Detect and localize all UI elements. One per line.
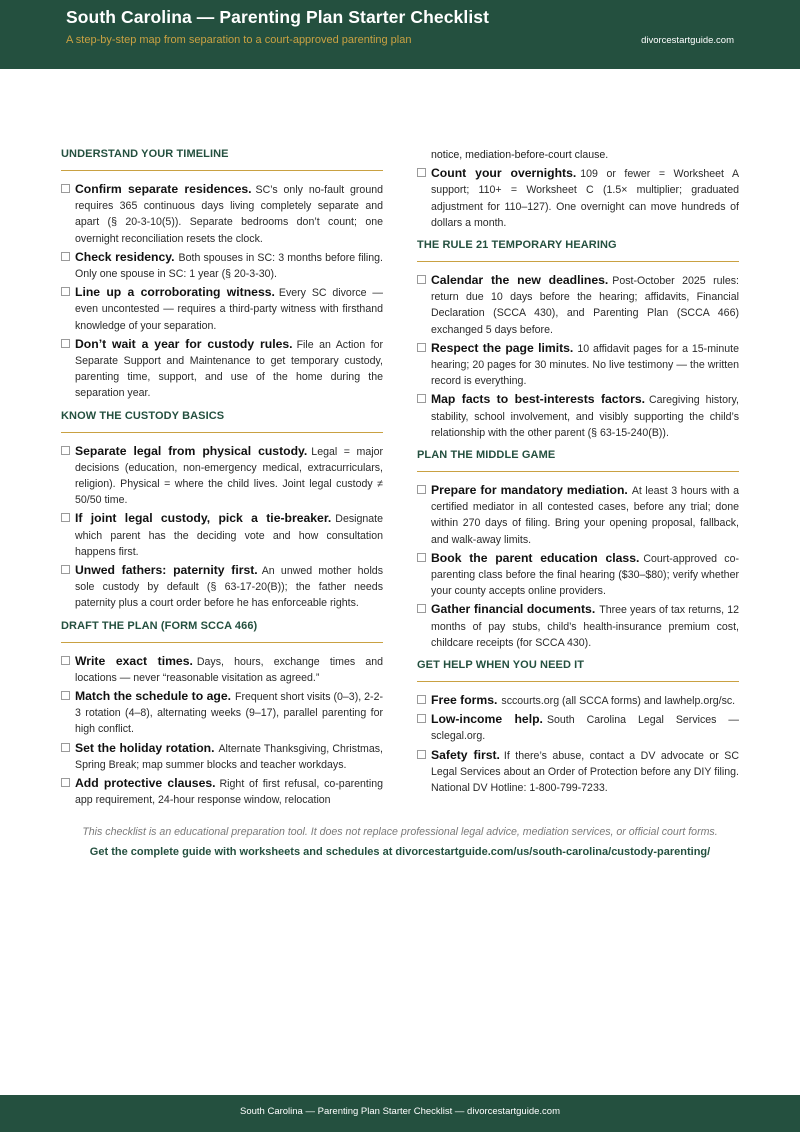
checklist-item: [417, 272, 739, 338]
item-lead: Prepare for mandatory mediation.: [431, 483, 628, 498]
item-lead: Book the parent education class.: [431, 550, 640, 565]
item-lead: Add protective clauses.: [75, 776, 216, 791]
page-title: South Carolina — Parenting Plan Starter Checklist: [66, 7, 490, 27]
section-title: KNOW THE CUSTODY BASICS: [61, 410, 383, 433]
checklist-item: [417, 165, 739, 231]
checkbox[interactable]: [61, 184, 70, 193]
item-body: At least 3 hours with a certified mediator in all contested cases, before any trial; done within 270 days of filing. Bring your opening proposal, fallback, and walk-away limits.: [431, 485, 739, 546]
item-lead: Write exact times.: [75, 653, 193, 668]
checkbox[interactable]: [61, 565, 70, 574]
checkbox[interactable]: [417, 750, 426, 759]
item-body: Caregiving history, stability, school involvement, and visibly supporting the child’s relationship with the other parent (§ 63-15-240(B)).: [431, 394, 739, 439]
item-body: An unwed mother holds sole custody by default (§ 63-17-20(B)); the father needs paternity plus a court order before he has enforceable rights.: [75, 565, 383, 610]
item-body: Both spouses in SC: 3 months before filing. Only one spouse in SC: 1 year (§ 20-3-30).: [75, 251, 383, 281]
right-column: [417, 148, 739, 804]
section-title: DRAFT THE PLAN (FORM SCCA 466): [61, 620, 383, 643]
site-name: divorcestartguide.com: [641, 35, 734, 46]
checklist-item: [417, 391, 739, 441]
item-body: Legal = major decisions (education, non-emergency medical, extracurriculars, religion). Physical = where the child lives. Joint legal custody ≠ 50/50 time.: [75, 445, 383, 507]
checkbox[interactable]: [417, 604, 426, 613]
item-body: File an Action for Separate Support and Maintenance to get temporary custody, parenting time, support, and use of the home during the separation year.: [75, 338, 383, 400]
checklist-section: [61, 410, 383, 612]
item-body: South Carolina Legal Services — sclegal.org.: [431, 714, 740, 743]
checkbox[interactable]: [61, 287, 70, 296]
checklist-item: [61, 284, 383, 334]
checklist-item: [61, 181, 383, 247]
item-lead: Gather financial documents.: [431, 602, 596, 617]
checklist-item: [61, 775, 383, 808]
item-body: Designate which parent has the deciding vote and how consultation happens first.: [75, 513, 383, 558]
checkbox[interactable]: [61, 252, 70, 261]
checkbox[interactable]: [61, 513, 70, 522]
checklist-item: [61, 562, 383, 612]
item-body: Every SC divorce — even uncontested — requires a third-party witness with firsthand knowledge of your separation.: [75, 287, 383, 332]
section-title: THE RULE 21 TEMPORARY HEARING: [417, 239, 739, 262]
left-column: [61, 148, 383, 817]
item-lead: Free forms.: [431, 693, 498, 708]
item-lead: Safety first.: [431, 747, 500, 762]
item-lead: Confirm separate residences.: [75, 182, 252, 196]
checklist-item: [417, 711, 739, 744]
page-header: [0, 0, 800, 69]
item-lead: Calendar the new deadlines.: [431, 273, 609, 288]
item-lead: Match the schedule to age.: [75, 689, 231, 704]
checklist-item: [417, 601, 739, 651]
checklist-section: [417, 659, 739, 796]
checkbox[interactable]: [417, 394, 426, 403]
section-title: PLAN THE MIDDLE GAME: [417, 449, 739, 472]
checkbox[interactable]: [417, 714, 426, 723]
item-body: SC’s only no-fault ground requires 365 continuous days living completely separate and apart (§ 20-3-10(5)). Separate bedrooms don’t count; one overnight reconciliation resets the clock.: [75, 184, 383, 245]
page-subtitle: A step-by-step map from separation to a court-approved parenting plan: [66, 34, 412, 46]
checklist-item: [61, 688, 383, 738]
item-lead: Set the holiday rotation.: [75, 740, 215, 755]
checkbox[interactable]: [61, 743, 70, 752]
item-body: Days, hours, exchange times and locations — never “reasonable visitation as agreed.”: [75, 655, 383, 684]
checklist-item: [61, 249, 383, 282]
item-lead: Line up a corroborating witness.: [75, 285, 275, 300]
checklist-item: [61, 510, 383, 560]
checkbox[interactable]: [417, 343, 426, 352]
item-body: sccourts.org (all SCCA forms) and lawhelp.org/sc.: [501, 695, 736, 708]
disclaimer: This checklist is an educational preparation tool. It does not replace professional legal advice, mediation services, or official court forms.: [82, 826, 718, 838]
item-lead: Count your overnights.: [431, 166, 577, 181]
checkbox[interactable]: [417, 275, 426, 284]
checkbox[interactable]: [417, 695, 426, 704]
checklist-item: [417, 692, 739, 709]
checklist-item: [61, 336, 383, 402]
checklist-item: [61, 740, 383, 773]
item-lead: Map facts to best-interests factors.: [431, 392, 645, 407]
item-body: Frequent short visits (0–3), 2-2-3 rotation (4–8), alternating weeks (9–17), parallel parenting for high conflict.: [75, 691, 384, 736]
checkbox[interactable]: [61, 778, 70, 787]
checkbox[interactable]: [61, 691, 70, 700]
checklist-item: [61, 653, 383, 686]
checkbox[interactable]: [61, 656, 70, 665]
item-body: Three years of tax returns, 12 months of pay stubs, child’s health-insurance premium cost, childcare receipts (for SCCA 430).: [431, 604, 739, 649]
checkbox[interactable]: [417, 485, 426, 494]
page-footer: [0, 1095, 800, 1132]
item-lead: Check residency.: [75, 249, 175, 264]
item-lead: If joint legal custody, pick a tie-breaker.: [75, 511, 332, 526]
checklist-section: [61, 620, 383, 809]
checklist-item: [417, 550, 739, 600]
item-body: 109 or fewer = Worksheet A support; 110+ = Worksheet C (1.5× multiplier; graduated adjustment for 110–127). One overnight can move hundreds of dollars a month.: [431, 168, 740, 229]
section-title: UNDERSTAND YOUR TIMELINE: [61, 148, 383, 171]
item-body: Post-October 2025 rules: return due 10 days before the hearing; affidavits, Financial Declaration (SCCA 430), and Parenting Plan (SCCA 466) exchanged 5 days before.: [431, 275, 739, 336]
item-lead: Respect the page limits.: [431, 340, 574, 355]
item-body: 10 affidavit pages for a 15-minute hearing; 20 pages for 30 minutes. No live testimony — the written record is everything.: [431, 342, 739, 388]
checklist-section: [417, 449, 739, 651]
checklist-section: [417, 239, 739, 441]
checklist-item: [417, 340, 739, 390]
checklist-item: [61, 443, 383, 509]
item-body: Alternate Thanksgiving, Christmas, Spring Break; map summer blocks and teacher workdays.: [75, 742, 383, 771]
item-lead: Separate legal from physical custody.: [75, 443, 308, 458]
checkbox[interactable]: [61, 339, 70, 348]
item-lead: Low-income help.: [431, 712, 543, 727]
section-title: GET HELP WHEN YOU NEED IT: [417, 659, 739, 682]
continued-text: notice, mediation-before-court clause.: [431, 149, 609, 161]
checklist-section: [61, 148, 383, 402]
right-lead-items: [417, 165, 739, 231]
item-body: Right of first refusal, co-parenting app requirement, 24-hour response window, relocation: [75, 778, 383, 807]
checklist-item: [417, 747, 739, 797]
checkbox[interactable]: [417, 553, 426, 562]
checklist-item: [417, 482, 739, 548]
right-sections: [417, 239, 739, 796]
checkbox[interactable]: [61, 446, 70, 455]
checkbox[interactable]: [417, 168, 426, 177]
guide-link[interactable]: Get the complete guide with worksheets and schedules at divorcestartguide.com/us/south-carolina/custody-parenting/: [89, 846, 711, 858]
item-body: Court-approved co-parenting class before the final hearing ($30–$80); verify whether your county accepts online providers.: [431, 552, 739, 598]
footer-text: South Carolina — Parenting Plan Starter Checklist — divorcestartguide.com: [240, 1106, 560, 1117]
item-body: If there’s abuse, contact a DV advocate or SC Legal Services about an Order of Protection before any DIY filing. National DV Hotline: 1-800-799-7233.: [431, 749, 739, 795]
item-lead: Unwed fathers: paternity first.: [75, 563, 258, 578]
item-lead: Don’t wait a year for custody rules.: [75, 336, 293, 351]
